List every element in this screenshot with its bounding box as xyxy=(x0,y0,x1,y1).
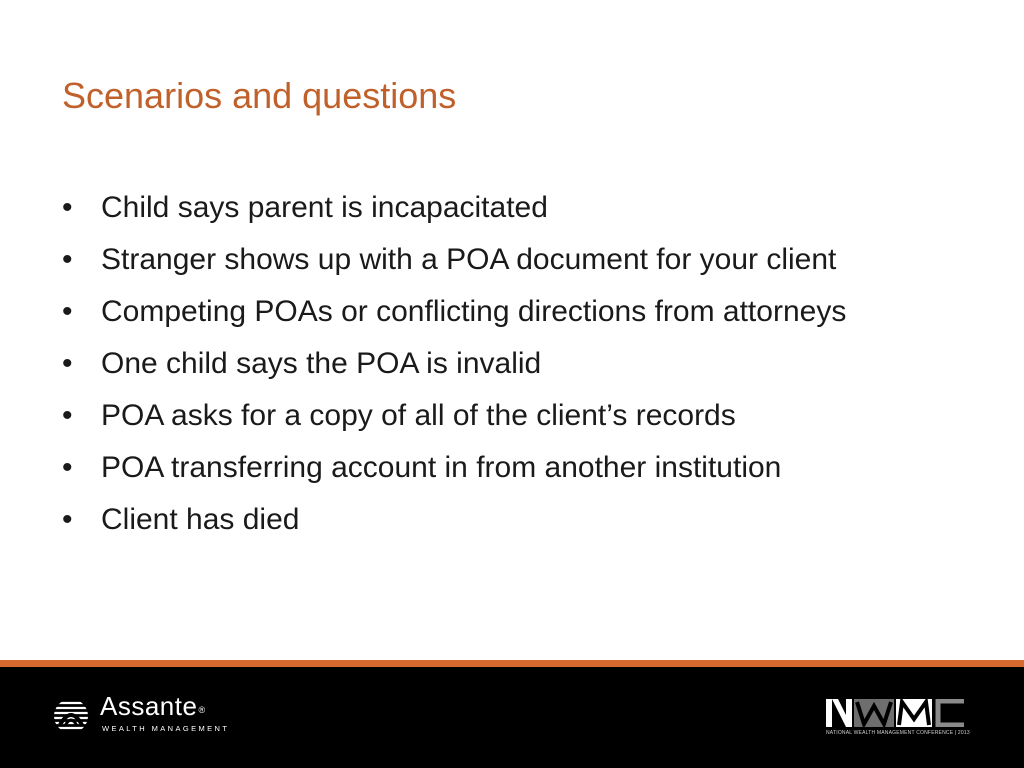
bullet-item xyxy=(62,396,962,436)
slide-title: Scenarios and questions xyxy=(62,75,457,116)
slide-footer xyxy=(0,667,1024,768)
assante-name-text: Assante xyxy=(100,691,198,721)
bullet-text: POA asks for a copy of all of the client’s records xyxy=(101,399,736,432)
bullet-text: POA transferring account in from another institution xyxy=(101,451,782,484)
assante-globe-icon xyxy=(52,697,90,735)
bullet-marker: • xyxy=(62,243,73,276)
bullet-marker: • xyxy=(62,451,73,484)
assante-tagline: WEALTH MANAGEMENT xyxy=(102,724,230,733)
bullet-text: Child says parent is incapacitated xyxy=(101,191,548,224)
nwmc-wordmark xyxy=(826,699,966,727)
bullet-marker: • xyxy=(62,347,73,380)
bullet-item xyxy=(62,448,962,488)
bullet-marker: • xyxy=(62,295,73,328)
bullet-text: Client has died xyxy=(101,503,300,536)
bullet-marker: • xyxy=(62,503,73,536)
bullet-text: Competing POAs or conflicting directions from attorneys xyxy=(101,295,847,328)
bullet-item xyxy=(62,240,962,280)
footer-accent-rule xyxy=(0,660,1024,667)
assante-registered-mark: ® xyxy=(198,705,206,715)
bullet-list xyxy=(62,188,962,552)
bullet-marker: • xyxy=(62,191,73,224)
bullet-text: Stranger shows up with a POA document for your client xyxy=(101,243,837,276)
nwmc-caption: NATIONAL WEALTH MANAGEMENT CONFERENCE | 2013 xyxy=(826,730,970,736)
bullet-marker: • xyxy=(62,399,73,432)
bullet-item xyxy=(62,188,962,228)
nwmc-logo xyxy=(826,699,971,743)
bullet-item xyxy=(62,292,962,332)
bullet-item xyxy=(62,500,962,540)
bullet-item xyxy=(62,344,962,384)
assante-name xyxy=(100,691,206,721)
bullet-text: One child says the POA is invalid xyxy=(101,347,542,380)
